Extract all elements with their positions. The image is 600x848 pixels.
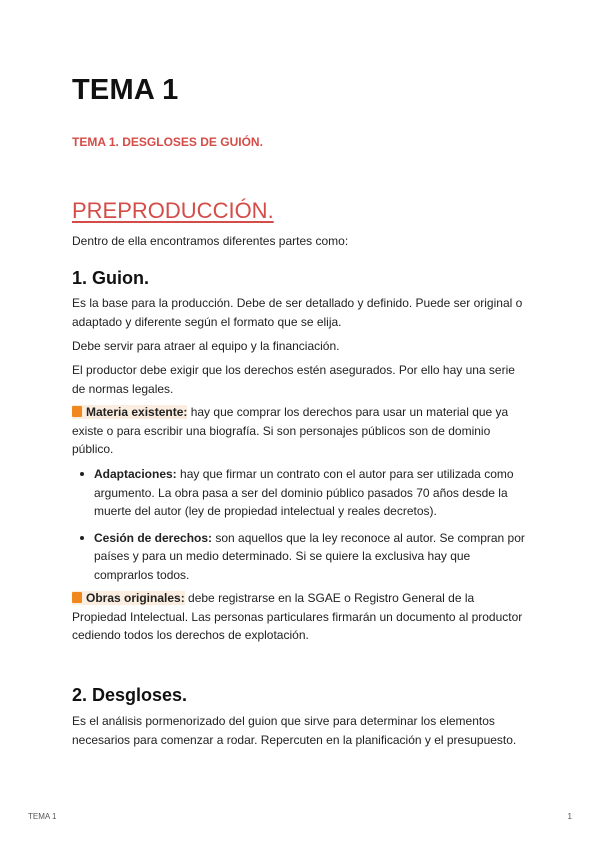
orange-square-icon <box>72 592 82 603</box>
bullet-text-adaptaciones: hay que firmar un contrato con el autor para ser utilizada como argumento. La obra pasa a ser del dominio público pasados 70 años desde la muerte del autor (ley de propiedad intelectual y reales decretos). <box>94 467 514 518</box>
rights-bullet-list <box>72 465 528 592</box>
page-subtitle: TEMA 1. DESGLOSES DE GUIÓN. <box>72 135 263 149</box>
obras-highlight <box>72 591 185 605</box>
heading-guion: 1. Guion. <box>72 268 150 288</box>
page-title: TEMA 1 <box>72 74 179 106</box>
bullet-label-adaptaciones: Adaptaciones: <box>94 467 177 481</box>
list-item <box>72 529 528 585</box>
guion-paragraph-2: Debe servir para atraer al equipo y la financiación. <box>72 339 340 353</box>
guion-paragraph-3: El productor debe exigir que los derechos estén asegurados. Por ello hay una serie de normas legales. <box>72 363 515 396</box>
footer-left: TEMA 1 <box>28 812 57 821</box>
guion-paragraph-1: Es la base para la producción. Debe de ser detallado y definido. Puede ser original o adaptado y diferente según el formato que se elija. <box>72 296 523 329</box>
desgloses-paragraph-1: Es el análisis pormenorizado del guion que sirve para determinar los elementos necesarios para comenzar a rodar. Repercuten en la planificación y el presupuesto. <box>72 714 517 747</box>
section-title-preproduccion: PREPRODUCCIÓN. <box>72 198 274 223</box>
bullet-label-cesion: Cesión de derechos: <box>94 530 213 545</box>
materia-label: Materia existente: <box>86 405 188 419</box>
obras-label: Obras originales: <box>86 591 185 605</box>
heading-desgloses: 2. Desgloses. <box>72 685 188 705</box>
materia-text: hay que comprar los derechos para usar un material que ya existe o para escribir una biografía. Si son personajes públicos son de dominio público. <box>72 405 509 456</box>
materia-highlight <box>72 405 187 419</box>
orange-square-icon <box>72 406 82 417</box>
list-item <box>72 465 528 521</box>
intro-paragraph: Dentro de ella encontramos diferentes partes como: <box>72 234 349 248</box>
page-number: 1 <box>567 812 572 821</box>
bullet-text-cesion: son aquellos que la ley reconoce al autor. Se compran por países y para un medio determinado. Si se quiere la exclusiva hay que comprarlos todos. <box>94 530 525 582</box>
callout-obras-originales <box>72 589 528 645</box>
callout-materia-existente <box>72 403 528 459</box>
obras-text: debe registrarse en la SGAE o Registro General de la Propiedad Intelectual. Las personas particulares firmarán un documento al productor cediendo todos los derechos de explotación. <box>72 591 523 642</box>
